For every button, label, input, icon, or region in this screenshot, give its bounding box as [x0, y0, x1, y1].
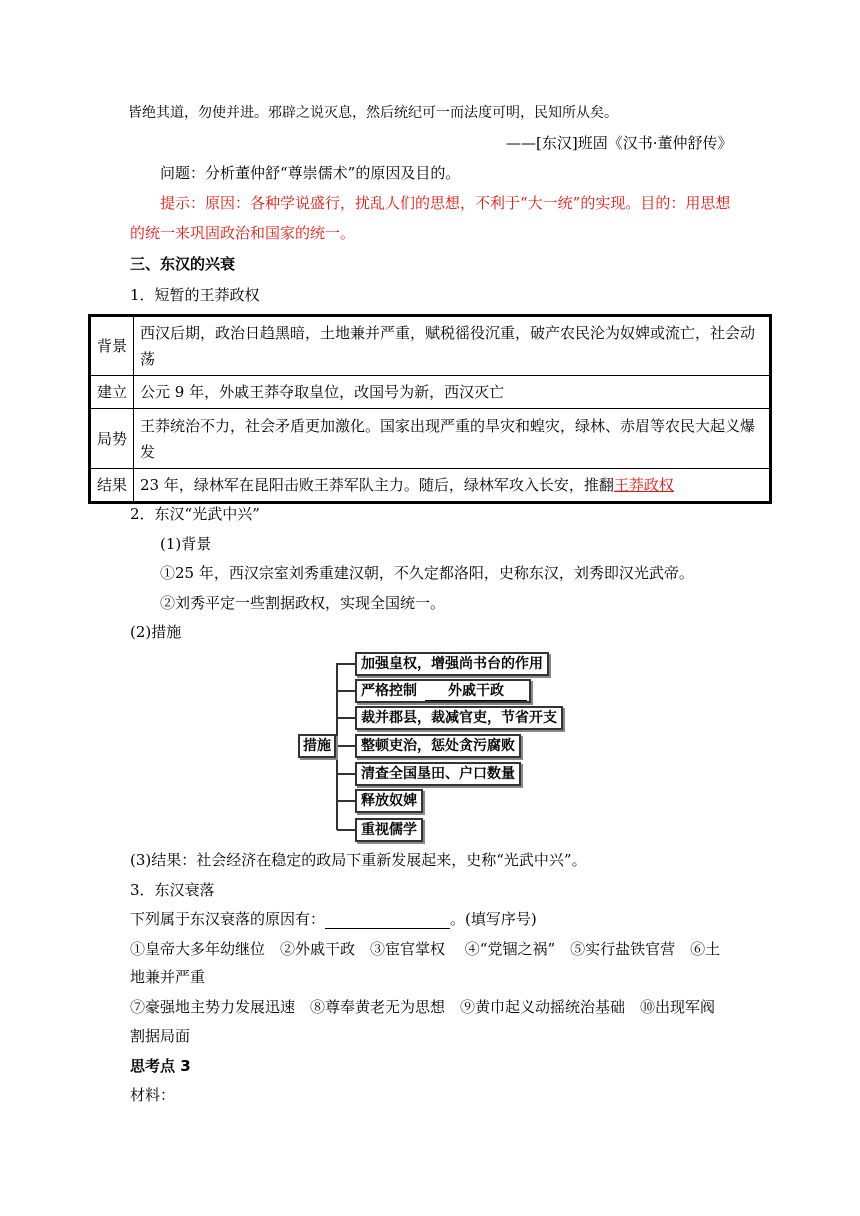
answer-blank[interactable]: [325, 913, 450, 929]
diagram-item: 清查全国垦田、户口数量: [355, 762, 521, 786]
hint-line-1: 提示：原因：各种学说盛行，扰乱人们的思想，不利于“大一统”的实现。目的：用思想: [160, 194, 731, 212]
table-row: [90, 409, 771, 469]
decline-prompt-suffix: 。(填写序号): [450, 910, 537, 928]
table-row-label: 背景: [90, 316, 134, 376]
table-row-text: 王莽统治不力，社会矛盾更加激化。国家出现严重的旱灾和蝗灾，绿林、赤眉等农民大起义爆发: [134, 409, 771, 469]
diagram-item: 裁并郡县，裁减官吏，节省开支: [355, 706, 563, 730]
options-line-1: ①皇帝大多年幼继位 ②外戚干政 ③宦官掌权 ④“党锢之祸” ⑤实行盐铁官营 ⑥土: [130, 940, 721, 958]
table-row-text: 西汉后期，政治日趋黑暗，土地兼并严重，赋税徭役沉重，破产农民沦为奴婢或流亡，社会动荡: [134, 316, 771, 376]
section-title: 三、东汉的兴衰: [130, 255, 236, 273]
think-point-title: 思考点 3: [130, 1057, 191, 1075]
table-row-label: 建立: [90, 376, 134, 409]
options-line-4: 割据局面: [130, 1027, 191, 1045]
diagram-item-label: 严格控制: [361, 683, 417, 699]
diagram-item: 释放奴婢: [355, 789, 423, 813]
diagram-item: 整顿吏治，惩处贪污腐败: [355, 734, 521, 758]
diagram-item: 重视儒学: [355, 818, 423, 842]
diagram-root: 措施: [298, 734, 336, 758]
wangmang-table: [88, 314, 772, 504]
diagram-item: [355, 679, 531, 703]
table-row: [90, 376, 771, 409]
quote-line: 皆绝其道，勿使并进。邪辟之说灭息，然后统纪可一而法度可明，民知所从矣。: [128, 105, 618, 121]
table-row-text: 公元 9 年，外戚王莽夺取皇位，改国号为新，西汉灭亡: [134, 376, 771, 409]
table-row-label: 结果: [90, 469, 134, 503]
subheading-wangmang: 1．短暂的王莽政权: [130, 286, 260, 304]
decline-prompt-text: 下列属于东汉衰落的原因有：: [130, 910, 326, 928]
quote-source: ——[东汉]班固《汉书·董仲舒传》: [506, 134, 733, 152]
options-line-2: 地兼并严重: [130, 968, 206, 986]
background-title: (1)背景: [160, 535, 212, 553]
table-row-label: 局势: [90, 409, 134, 469]
background-item-1: ①25 年，西汉宗室刘秀重建汉朝，不久定都洛阳，史称东汉，刘秀即汉光武帝。: [160, 564, 694, 582]
table-row: [90, 469, 771, 503]
options-line-3: ⑦豪强地主势力发展迅速 ⑧尊奉黄老无为思想 ⑨黄巾起义动摇统治基础 ⑩出现军阀: [130, 998, 716, 1016]
highlight-term: 王莽政权: [613, 476, 674, 494]
subheading-guangwu: 2．东汉“光武中兴”: [130, 505, 260, 523]
measures-title: (2)措施: [130, 623, 182, 641]
decline-prompt: [130, 909, 537, 929]
diagram-item: 加强皇权，增强尚书台的作用: [355, 652, 549, 676]
subheading-decline: 3．东汉衰落: [130, 881, 215, 899]
hint-line-2: 的统一来巩固政治和国家的统一。: [130, 224, 356, 242]
result-text: 23 年，绿林军在昆阳击败王莽军队主力。随后，绿林军攻入长安，推翻: [140, 476, 614, 494]
background-item-2: ②刘秀平定一些割据政权，实现全国统一。: [160, 594, 446, 612]
fill-in-answer: 外戚干政: [425, 683, 527, 701]
table-row: [90, 316, 771, 376]
material-label: 材料：: [130, 1086, 176, 1104]
question-text: 问题：分析董仲舒“尊崇儒术”的原因及目的。: [160, 164, 461, 182]
table-row-text: [134, 469, 771, 503]
result-line: (3)结果：社会经济在稳定的政局下重新发展起来，史称“光武中兴”。: [130, 851, 587, 869]
